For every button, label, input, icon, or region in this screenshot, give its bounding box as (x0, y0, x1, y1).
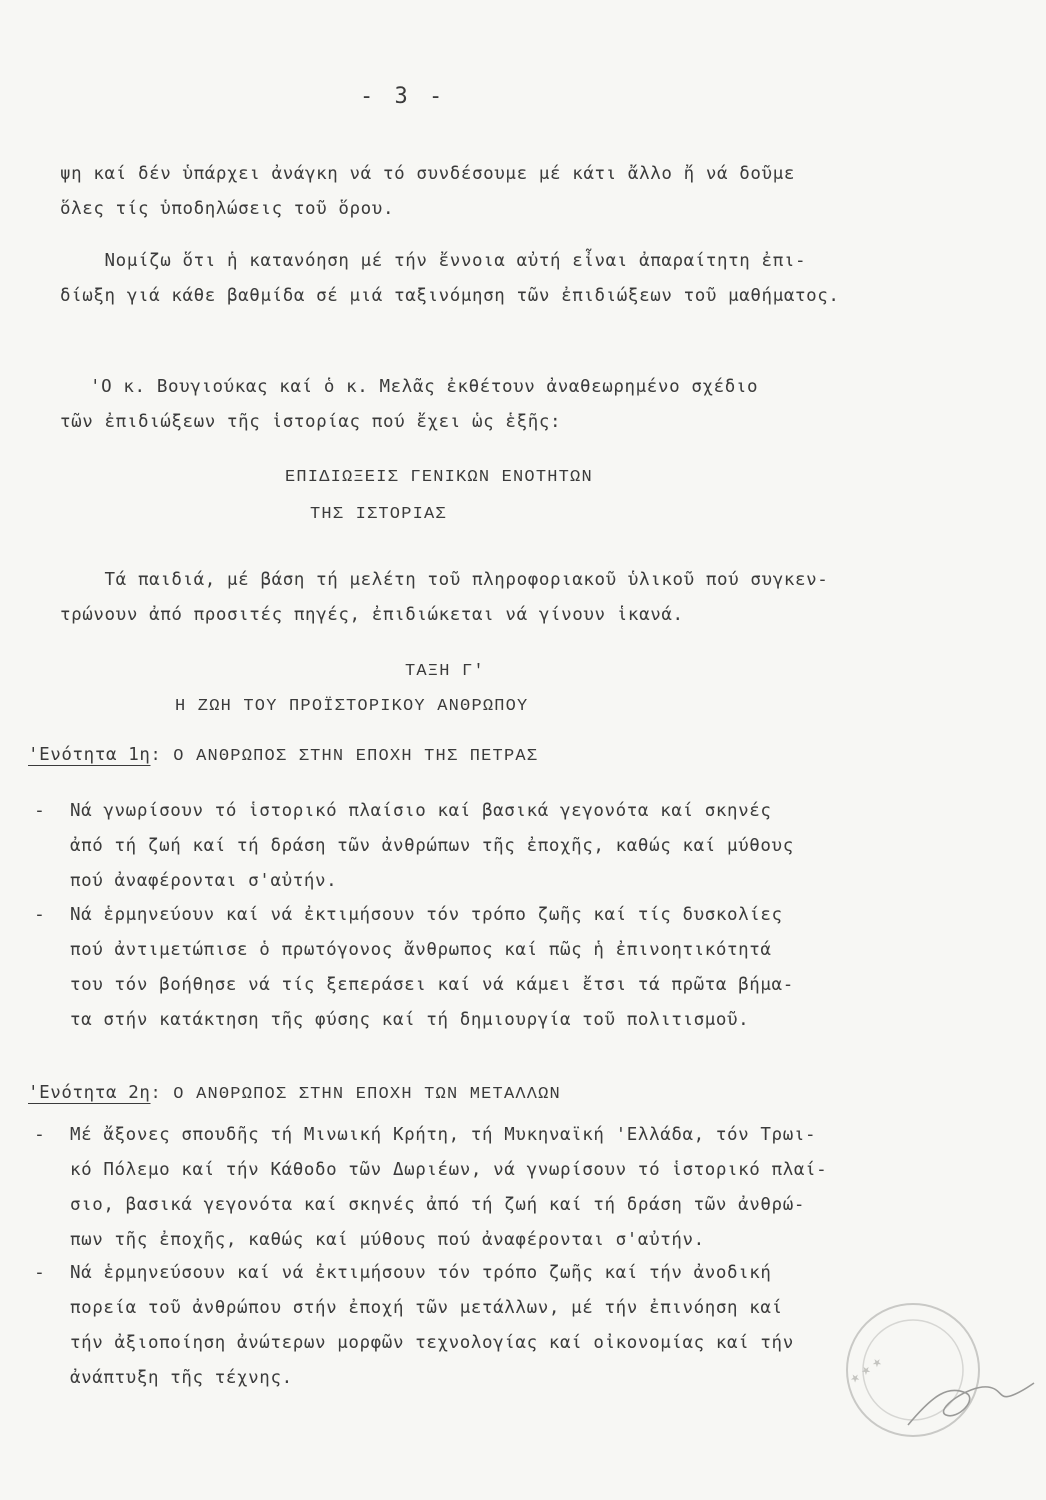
unit-2-bullet-1-line-1: Μέ ἄξονες σπουδῆς τή Μινωική Κρήτη, τή Μυκηναϊκή 'Ελλάδα, τόν Τρωι- (70, 1125, 817, 1145)
paragraph-continuation-line-2: ὅλες τίς ὑποδηλώσεις τοῦ ὅρου. (60, 199, 395, 219)
unit-1-heading (28, 738, 538, 773)
unit-2-bullet-1-line-3: σιο, βασικά γεγονότα καί σκηνές ἀπό τή ζωή καί τή δράση τῶν ἀνθρώ- (70, 1195, 805, 1215)
unit-1-title: : Ο ΑΝΘΡΩΠΟΣ ΣΤΗΝ ΕΠΟΧΗ ΤΗΣ ΠΕΤΡΑΣ (150, 747, 539, 766)
class-heading: ΤΑΞΗ Γ' (405, 662, 485, 681)
unit-1-bullet-2-line-2: πού ἀντιμετώπισε ὁ πρωτόγονος ἄνθρωπος καί πῶς ἡ ἐπινοητικότητά (70, 940, 772, 960)
unit-2-bullet-1-line-4: πων τῆς ἐποχῆς, καθώς καί μύθους πού ἀναφέρονται σ'αὐτήν. (70, 1230, 705, 1250)
unit-1-bullet-2-line-4: τα στήν κατάκτηση τῆς φύσης καί τή δημιουργία τοῦ πολιτισμοῦ. (70, 1010, 750, 1030)
unit-2-bullet-2-line-4: ἀνάπτυξη τῆς τέχνης. (70, 1368, 293, 1388)
unit-1-bullet-2-line-3: του τόν βοήθησε νά τίς ξεπεράσει καί νά κάμει ἔτσι τά πρῶτα βήμα- (70, 975, 794, 995)
paragraph-4-line-2: τρώνουν ἀπό προσιτές πηγές, ἐπιδιώκεται νά γίνουν ἱκανά. (60, 605, 684, 625)
unit-1-label: 'Ενότητα 1η (28, 745, 151, 765)
paragraph-3-line-1: 'Ο κ. Βουγιούκας καί ὁ κ. Μελᾶς ἐκθέτουν ἀναθεωρημένο σχέδιο (90, 377, 759, 397)
unit-2-bullet-2-line-2: πορεία τοῦ ἀνθρώπου στήν ἐποχή τῶν μετάλλων, μέ τήν ἐπινόηση καί (70, 1298, 783, 1318)
unit-2-bullet-2-line-3: τήν ἀξιοποίηση ἀνώτερων μορφῶν τεχνολογίας καί οἰκονομίας καί τήν (70, 1333, 794, 1353)
class-subheading: Η ΖΩΗ ΤΟΥ ΠΡΟΪΣΤΟΡΙΚΟΥ ΑΝΘΡΩΠΟΥ (175, 697, 529, 716)
unit-2-bullet-2-line-1: Νά ἑρμηνεύσουν καί νά ἐκτιμήσουν τόν τρόπο ζωῆς καί τήν ἀνοδική (70, 1263, 772, 1283)
bullet-dash: - (34, 1124, 45, 1145)
heading-line-2: ΤΗΣ ΙΣΤΟΡΙΑΣ (310, 505, 447, 524)
bullet-dash: - (34, 1262, 45, 1283)
page-number: - 3 - (360, 84, 447, 109)
official-stamp-icon (838, 1275, 1038, 1455)
unit-2-heading (28, 1076, 561, 1111)
svg-text:★ ★ ★: ★ ★ ★ (847, 1354, 885, 1387)
unit-2-title: : Ο ΑΝΘΡΩΠΟΣ ΣΤΗΝ ΕΠΟΧΗ ΤΩΝ ΜΕΤΑΛΛΩΝ (150, 1085, 561, 1104)
paragraph-4-line-1: Τά παιδιά, μέ βάση τή μελέτη τοῦ πληροφοριακοῦ ὑλικοῦ πού συγκεν- (60, 570, 829, 590)
bullet-dash: - (34, 904, 45, 925)
unit-1-bullet-1-line-3: πού ἀναφέρονται σ'αὐτήν. (70, 871, 338, 891)
unit-1-bullet-1-line-1: Νά γνωρίσουν τό ἱστορικό πλαίσιο καί βασικά γεγονότα καί σκηνές (70, 801, 772, 821)
unit-1-bullet-1-line-2: ἀπό τή ζωή καί τή δράση τῶν ἀνθρώπων τῆς ἐποχῆς, καθώς καί μύθους (70, 836, 794, 856)
heading-line-1: ΕΠΙΔΙΩΞΕΙΣ ΓΕΝΙΚΩΝ ΕΝΟΤΗΤΩΝ (285, 468, 593, 487)
paragraph-continuation-line-1: ψη καί δέν ὑπάρχει ἀνάγκη νά τό συνδέσουμε μέ κάτι ἄλλο ἤ νά δοῦμε (60, 164, 795, 184)
paragraph-3-line-2: τῶν ἐπιδιώξεων τῆς ἱστορίας πού ἔχει ὡς ἑξῆς: (60, 412, 562, 432)
unit-2-label: 'Ενότητα 2η (28, 1083, 151, 1103)
unit-2-bullet-1-line-2: κό Πόλεμο καί τήν Κάθοδο τῶν Δωριέων, νά γνωρίσουν τό ἱστορικό πλαί- (70, 1160, 828, 1180)
paragraph-2-line-2: δίωξη γιά κάθε βαθμίδα σέ μιά ταξινόμηση τῶν ἐπιδιώξεων τοῦ μαθήματος. (60, 286, 840, 306)
unit-1-bullet-2-line-1: Νά ἑρμηνεύουν καί νά ἐκτιμήσουν τόν τρόπο ζωῆς καί τίς δυσκολίες (70, 905, 783, 925)
paragraph-2-line-1: Νομίζω ὅτι ἡ κατανόηση μέ τήν ἔννοια αὐτή εἶναι ἀπαραίτητη ἐπι- (60, 251, 807, 271)
bullet-dash: - (34, 800, 45, 821)
